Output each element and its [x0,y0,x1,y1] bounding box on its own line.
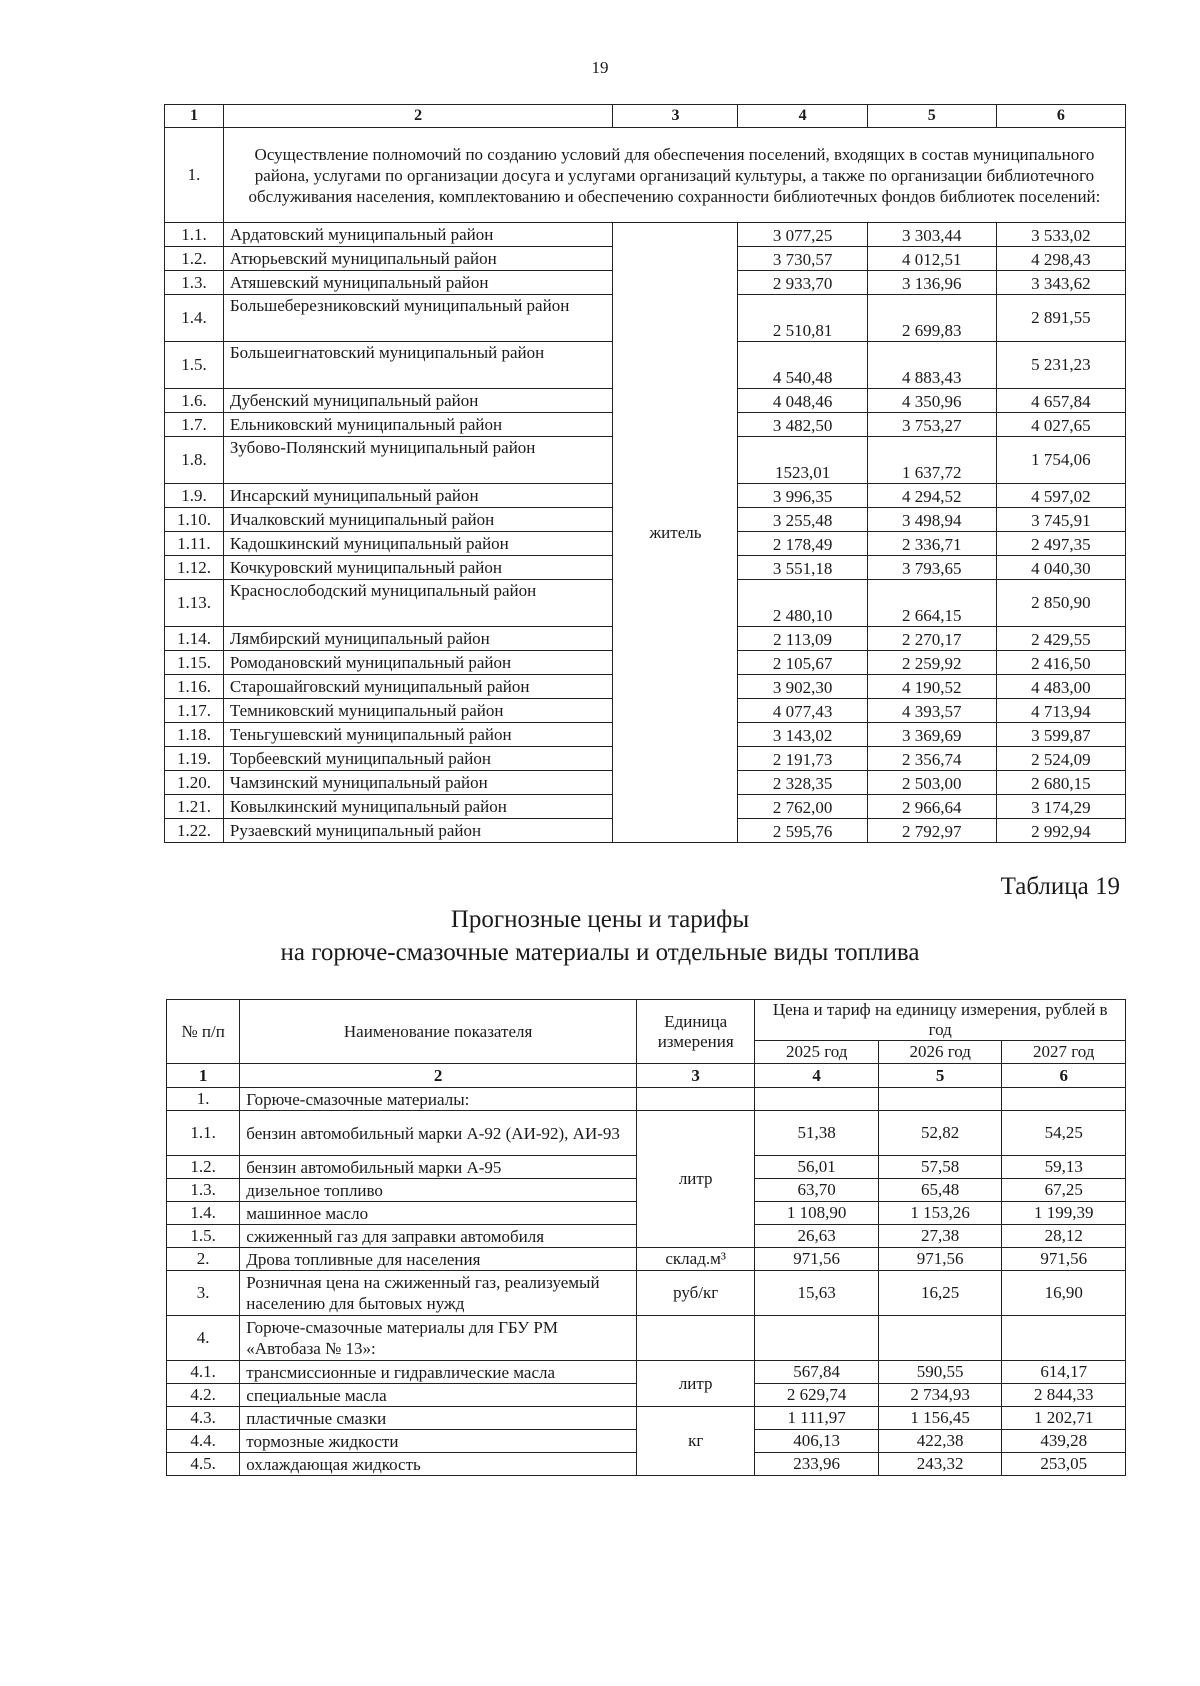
row-number: 1.20. [165,771,224,795]
section-number: 1. [165,128,224,223]
page-number: 19 [591,58,609,77]
value-2025: 2 595,76 [738,819,867,843]
value-2026: 3 793,65 [867,556,996,580]
value-2025: 2 113,09 [738,627,867,651]
row-name: Зубово-Полянский муниципальный район [223,437,613,484]
col-number: 1 [167,1064,240,1088]
value-2027: 3 745,91 [996,508,1125,532]
table-title-line: Прогнозные цены и тарифы [450,906,750,933]
table-row [165,223,1126,247]
col-number: 2 [223,105,613,128]
col-number: 1 [165,105,224,128]
row-number: 1.2. [167,1156,240,1179]
value-2025: 567,84 [755,1361,879,1384]
row-number: 1.3. [165,271,224,295]
value-2025: 4 077,43 [738,699,867,723]
row-name: тормозные жидкости [240,1430,637,1453]
row-number: 4.2. [167,1384,240,1407]
value-2026: 2 356,74 [867,747,996,771]
value-2027: 2 497,35 [996,532,1125,556]
value-2026: 1 153,26 [878,1202,1002,1225]
value-2027: 16,90 [1002,1271,1126,1316]
value-2025: 3 730,57 [738,247,867,271]
row-number: 1.1. [167,1111,240,1156]
row-name: Торбеевский муниципальный район [223,747,613,771]
row-number: 1.5. [165,342,224,389]
value-2027: 28,12 [1002,1225,1126,1248]
row-number: 1.3. [167,1179,240,1202]
value-2027: 54,25 [1002,1111,1126,1156]
value-2027: 3 533,02 [996,223,1125,247]
tariffs-table-continuation [164,104,1126,843]
value-2025: 1523,01 [738,437,867,484]
value-2025: 3 551,18 [738,556,867,580]
value-2026: 4 294,52 [867,484,996,508]
value-2026: 3 369,69 [867,723,996,747]
value-2027: 4 027,65 [996,413,1125,437]
table-row [167,1361,1126,1384]
unit-cell: литр [636,1361,754,1407]
value-2026: 4 190,52 [867,675,996,699]
value-2025: 2 933,70 [738,271,867,295]
value-2026: 422,38 [878,1430,1002,1453]
value-2026: 52,82 [878,1111,1002,1156]
row-number: 4.5. [167,1453,240,1476]
value-2025: 406,13 [755,1430,879,1453]
value-2027: 4 657,84 [996,389,1125,413]
value-2027: 614,17 [1002,1361,1126,1384]
unit-cell: склад.м³ [636,1248,754,1271]
value-2025: 2 510,81 [738,295,867,342]
section-row [165,128,1126,223]
row-number: 1.1. [165,223,224,247]
header-year: 2027 год [1002,1041,1126,1064]
value-2025: 63,70 [755,1179,879,1202]
row-number: 1.6. [165,389,224,413]
value-2026: 27,38 [878,1225,1002,1248]
value-2025: 2 762,00 [738,795,867,819]
value-2026: 3 753,27 [867,413,996,437]
row-number: 1.15. [165,651,224,675]
row-number: 1.18. [165,723,224,747]
column-number-row [167,1064,1126,1088]
row-number: 1.8. [165,437,224,484]
value-2027: 971,56 [1002,1248,1126,1271]
row-number: 1.9. [165,484,224,508]
value-2026: 3 303,44 [867,223,996,247]
unit-cell: кг [636,1407,754,1476]
row-number: 1.13. [165,580,224,627]
row-number: 1.7. [165,413,224,437]
col-number: 3 [613,105,738,128]
value-2026: 2 259,92 [867,651,996,675]
value-2027: 2 416,50 [996,651,1125,675]
value-2027: 439,28 [1002,1430,1126,1453]
value-2025: 3 902,30 [738,675,867,699]
header-price: Цена и тариф на единицу измерения, рублей в год [755,1000,1126,1041]
row-name: Горюче-смазочные материалы: [240,1088,637,1111]
column-number-row [165,105,1126,128]
header-unit: Единица измерения [636,1000,754,1064]
value-2026: 1 637,72 [867,437,996,484]
col-number: 6 [996,105,1125,128]
row-number: 1.14. [165,627,224,651]
value-2025: 2 105,67 [738,651,867,675]
row-number: 1.4. [165,295,224,342]
value-2025: 56,01 [755,1156,879,1179]
row-name: Инсарский муниципальный район [223,484,613,508]
row-name: Горюче-смазочные материалы для ГБУ РМ «Автобаза № 13»: [240,1316,637,1361]
value-2026: 57,58 [878,1156,1002,1179]
value-2026: 4 012,51 [867,247,996,271]
table-row [167,1088,1126,1111]
value-2025: 26,63 [755,1225,879,1248]
value-2025: 4 540,48 [738,342,867,389]
value-2026: 2 503,00 [867,771,996,795]
value-2027: 4 597,02 [996,484,1125,508]
value-2026: 2 664,15 [867,580,996,627]
row-name: Атяшевский муниципальный район [223,271,613,295]
value-2026: 2 699,83 [867,295,996,342]
value-2027: 3 343,62 [996,271,1125,295]
row-name: Кочкуровский муниципальный район [223,556,613,580]
value-2027: 3 599,87 [996,723,1125,747]
table-row [167,1316,1126,1361]
row-name: Большеберезниковский муниципальный район [223,295,613,342]
value-2027: 2 891,55 [996,295,1125,342]
section-title: Осуществление полномочий по созданию условий для обеспечения поселений, входящих в состав муниципального района, услугами по организации досуга и услугами организаций культуры, а также по организации библиотечного обслуживания населения, комплектованию и обеспечению сохранности библиотечных фондов библиотек поселений: [223,128,1125,223]
row-number: 4.3. [167,1407,240,1430]
row-name: машинное масло [240,1202,637,1225]
value-2027: 4 040,30 [996,556,1125,580]
value-2027: 2 429,55 [996,627,1125,651]
row-name: Чамзинский муниципальный район [223,771,613,795]
value-2026: 65,48 [878,1179,1002,1202]
col-number: 5 [867,105,996,128]
col-number: 3 [636,1064,754,1088]
value-2027: 67,25 [1002,1179,1126,1202]
value-2027: 2 844,33 [1002,1384,1126,1407]
value-2025: 2 178,49 [738,532,867,556]
value-2026: 4 393,57 [867,699,996,723]
value-2027: 2 680,15 [996,771,1125,795]
value-2026: 971,56 [878,1248,1002,1271]
col-number: 4 [738,105,867,128]
value-2027: 4 483,00 [996,675,1125,699]
value-2027: 253,05 [1002,1453,1126,1476]
row-number: 1.5. [167,1225,240,1248]
value-2026: 2 734,93 [878,1384,1002,1407]
fuel-prices-table [166,999,1126,1476]
row-name: Дрова топливные для населения [240,1248,637,1271]
value-2027: 4 713,94 [996,699,1125,723]
value-2026: 2 336,71 [867,532,996,556]
district-rows [165,223,1126,843]
col-number: 2 [240,1064,637,1088]
value-2027: 2 524,09 [996,747,1125,771]
value-2025: 3 077,25 [738,223,867,247]
value-2027: 2 992,94 [996,819,1125,843]
row-name: пластичные смазки [240,1407,637,1430]
value-2025: 4 048,46 [738,389,867,413]
row-name: Ельниковский муниципальный район [223,413,613,437]
table-label: Таблица 19 [1000,873,1120,900]
header-name: Наименование показателя [240,1000,637,1064]
table-row [167,1111,1126,1156]
row-name: Кадошкинский муниципальный район [223,532,613,556]
row-number: 4. [167,1316,240,1361]
value-2026: 3 136,96 [867,271,996,295]
row-name: охлаждающая жидкость [240,1453,637,1476]
value-2026: 243,32 [878,1453,1002,1476]
value-2025: 3 482,50 [738,413,867,437]
value-2025: 15,63 [755,1271,879,1316]
value-2025: 233,96 [755,1453,879,1476]
row-name: бензин автомобильный марки А-95 [240,1156,637,1179]
row-number: 1.12. [165,556,224,580]
value-2026: 590,55 [878,1361,1002,1384]
col-number: 4 [755,1064,879,1088]
table-row [167,1271,1126,1316]
value-2025: 2 480,10 [738,580,867,627]
row-name: Ардатовский муниципальный район [223,223,613,247]
value-2026: 3 498,94 [867,508,996,532]
row-number: 1.16. [165,675,224,699]
row-number: 1.22. [165,819,224,843]
row-number: 2. [167,1248,240,1271]
row-number: 1.4. [167,1202,240,1225]
value-2025: 1 108,90 [755,1202,879,1225]
row-number: 1.2. [165,247,224,271]
value-2027: 4 298,43 [996,247,1125,271]
header-row [167,1000,1126,1041]
row-number: 1.10. [165,508,224,532]
row-name: трансмиссионные и гидравлические масла [240,1361,637,1384]
value-2026: 2 792,97 [867,819,996,843]
row-name: Старошайговский муниципальный район [223,675,613,699]
value-2027: 2 850,90 [996,580,1125,627]
row-number: 4.4. [167,1430,240,1453]
row-number: 1.19. [165,747,224,771]
unit-cell: руб/кг [636,1271,754,1316]
row-name: Теньгушевский муниципальный район [223,723,613,747]
header-year: 2026 год [878,1041,1002,1064]
value-2026: 4 883,43 [867,342,996,389]
row-name: Большеигнатовский муниципальный район [223,342,613,389]
row-number: 1.11. [165,532,224,556]
unit-cell: литр [636,1111,754,1248]
table-row [167,1407,1126,1430]
col-number: 5 [878,1064,1002,1088]
value-2025: 3 143,02 [738,723,867,747]
value-2027: 3 174,29 [996,795,1125,819]
value-2027: 1 202,71 [1002,1407,1126,1430]
row-number: 1.17. [165,699,224,723]
row-number: 3. [167,1271,240,1316]
row-name: Темниковский муниципальный район [223,699,613,723]
row-name: специальные масла [240,1384,637,1407]
value-2025: 971,56 [755,1248,879,1271]
value-2026: 2 270,17 [867,627,996,651]
row-name: Лямбирский муниципальный район [223,627,613,651]
row-name: Краснослободский муниципальный район [223,580,613,627]
row-number: 4.1. [167,1361,240,1384]
value-2027: 5 231,23 [996,342,1125,389]
value-2027: 59,13 [1002,1156,1126,1179]
table-title-line: на горюче-смазочные материалы и отдельные виды топлива [280,939,920,966]
value-2025: 3 996,35 [738,484,867,508]
unit-cell: житель [613,223,738,843]
row-name: дизельное топливо [240,1179,637,1202]
value-2025: 51,38 [755,1111,879,1156]
row-number: 1. [167,1088,240,1111]
value-2025: 3 255,48 [738,508,867,532]
value-2027: 1 199,39 [1002,1202,1126,1225]
header-number: № п/п [167,1000,240,1064]
row-name: Рузаевский муниципальный район [223,819,613,843]
row-number: 1.21. [165,795,224,819]
table-row [167,1248,1126,1271]
value-2027: 1 754,06 [996,437,1125,484]
row-name: сжиженный газ для заправки автомобиля [240,1225,637,1248]
row-name: Розничная цена на сжиженный газ, реализуемый населению для бытовых нужд [240,1271,637,1316]
table-title [0,903,1200,969]
value-2026: 1 156,45 [878,1407,1002,1430]
value-2025: 1 111,97 [755,1407,879,1430]
value-2026: 16,25 [878,1271,1002,1316]
row-name: Ковылкинский муниципальный район [223,795,613,819]
row-name: Атюрьевский муниципальный район [223,247,613,271]
row-name: Ромодановский муниципальный район [223,651,613,675]
value-2026: 2 966,64 [867,795,996,819]
value-2025: 2 328,35 [738,771,867,795]
row-name: Ичалковский муниципальный район [223,508,613,532]
value-2025: 2 191,73 [738,747,867,771]
value-2026: 4 350,96 [867,389,996,413]
col-number: 6 [1002,1064,1126,1088]
row-name: Дубенский муниципальный район [223,389,613,413]
header-year: 2025 год [755,1041,879,1064]
value-2025: 2 629,74 [755,1384,879,1407]
row-name: бензин автомобильный марки А-92 (АИ-92), АИ-93 [240,1111,637,1156]
